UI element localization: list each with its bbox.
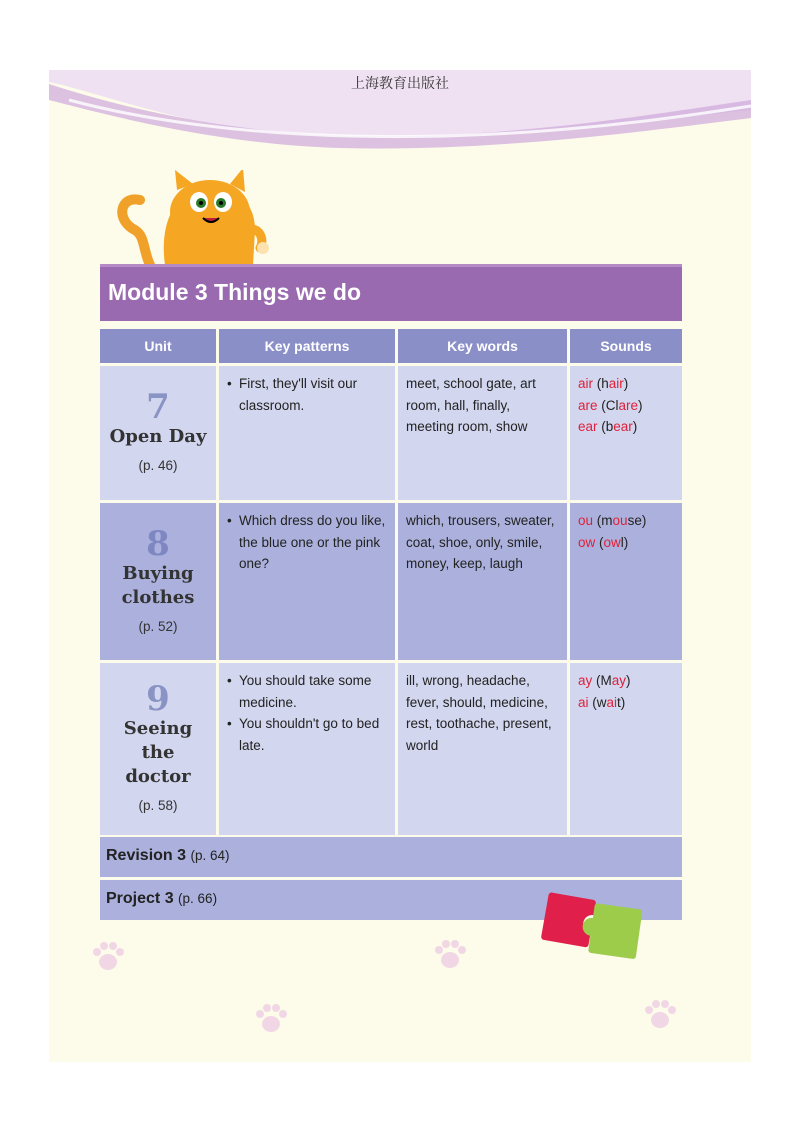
key-words-cell: which, trousers, sweater, coat, shoe, only, smile, money, keep, laugh: [398, 503, 567, 660]
sound-item: ou (mouse): [578, 513, 647, 528]
header-unit: Unit: [100, 329, 216, 363]
key-words-cell: meet, school gate, art room, hall, finally, meeting room, show: [398, 366, 567, 500]
unit-title: Open Day: [109, 426, 207, 448]
unit-page: (p. 52): [138, 618, 178, 634]
unit-cell: [100, 366, 216, 500]
sounds-cell: [570, 366, 682, 500]
header-key-patterns: Key patterns: [219, 329, 395, 363]
pattern-item: • First, they'll visit our classroom.: [227, 373, 387, 416]
unit-cell: [100, 503, 216, 660]
revision-bar: [100, 837, 682, 877]
unit-number: 8: [146, 523, 170, 564]
pattern-item: • You should take some medicine.: [227, 670, 387, 713]
pattern-item: • You shouldn't go to bed late.: [227, 713, 387, 756]
textbook-page: [49, 70, 751, 1062]
key-words-cell: ill, wrong, headache, fever, should, medicine, rest, toothache, present, world: [398, 663, 567, 835]
sounds-cell: [570, 503, 682, 660]
header-key-words: Key words: [398, 329, 567, 363]
publisher-name: 上海教育出版社: [351, 76, 449, 92]
key-patterns-cell: [219, 503, 395, 660]
paw-print-icon: [433, 938, 467, 972]
unit-title: Seeing the doctor: [123, 718, 193, 788]
module-table: [100, 329, 682, 835]
cat-mascot-icon: [115, 170, 275, 265]
paw-print-icon: [254, 1002, 288, 1036]
key-patterns-cell: [219, 366, 395, 500]
sounds-cell: [570, 663, 682, 835]
table-row: [100, 663, 682, 835]
paw-print-icon: [91, 940, 125, 974]
module-title: Module 3 Things we do: [100, 264, 682, 321]
header-sounds: Sounds: [570, 329, 682, 363]
pattern-item: • Which dress do you like, the blue one or the pink one?: [227, 510, 387, 575]
table-row: [100, 366, 682, 500]
project-page: (p. 66): [178, 891, 218, 906]
sound-item: air (hair): [578, 376, 629, 391]
paw-print-icon: [643, 998, 677, 1032]
unit-cell: [100, 663, 216, 835]
key-patterns-cell: [219, 663, 395, 835]
sound-item: are (Clare): [578, 397, 643, 413]
table-header: [100, 329, 682, 363]
unit-page: (p. 46): [138, 458, 178, 474]
unit-page: (p. 58): [138, 798, 178, 814]
unit-title: Buying clothes: [121, 562, 195, 608]
revision-name: Revision 3: [106, 847, 187, 864]
sound-item: ai (wait): [578, 694, 626, 710]
project-name: Project 3: [106, 890, 174, 907]
sound-item: ear (bear): [578, 419, 638, 434]
sound-item: ay (May): [578, 673, 631, 688]
unit-number: 7: [146, 387, 170, 428]
puzzle-pieces-icon: [539, 888, 649, 963]
sound-item: ow (owl): [578, 534, 629, 550]
table-row: [100, 503, 682, 660]
revision-page: (p. 64): [190, 848, 230, 863]
unit-number: 9: [146, 679, 170, 720]
